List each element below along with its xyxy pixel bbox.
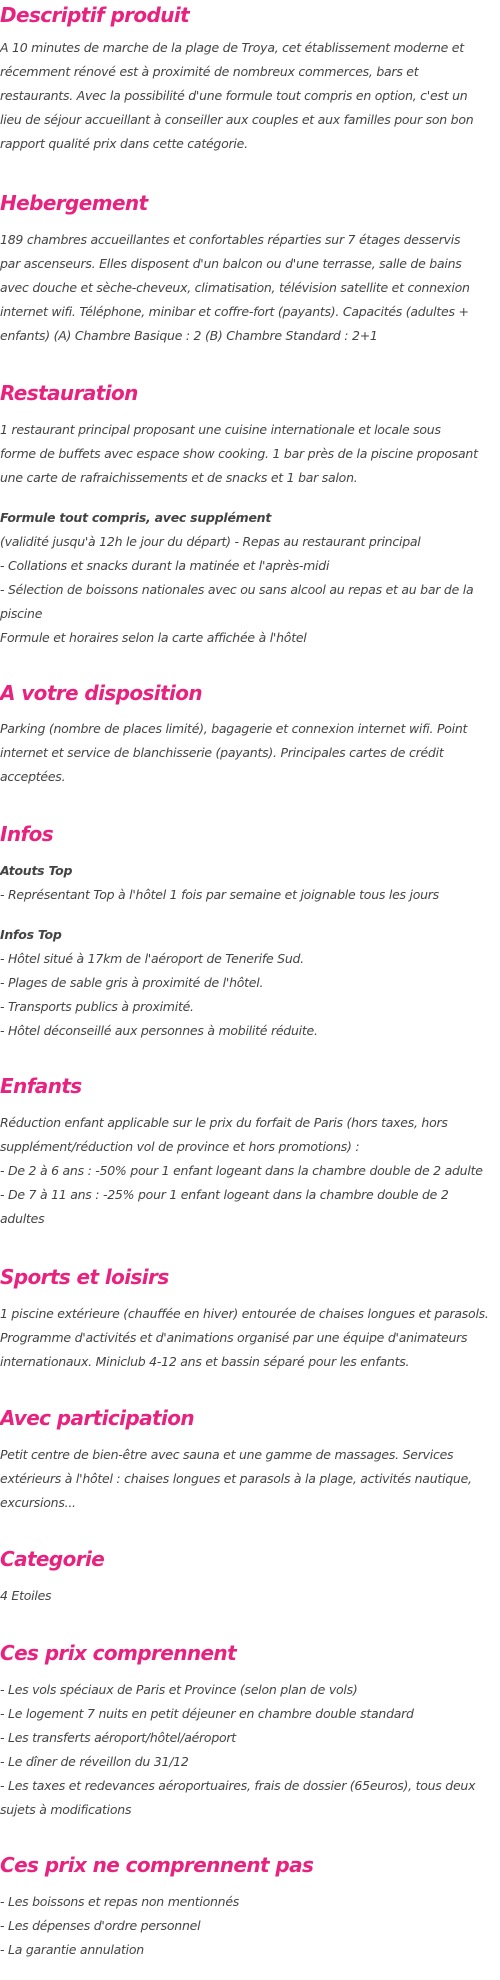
text-line: par ascenseurs. Elles disposent d'un balcon ou d'une terrasse, salle de bains xyxy=(0,256,462,271)
text-line: - Les dépenses d'ordre personnel xyxy=(0,1918,201,1933)
section-participation xyxy=(0,1405,500,1431)
text-line: sujets à modifications xyxy=(0,1802,132,1817)
text-line: Petit centre de bien-être avec sauna et une gamme de massages. Services xyxy=(0,1447,454,1462)
section-descriptif xyxy=(0,2,500,28)
section-title-enfants: Enfants xyxy=(0,1074,82,1098)
text-line: 1 piscine extérieure (chauffée en hiver) entourée de chaises longues et parasols. xyxy=(0,1306,489,1321)
section-title-comprennent: Ces prix comprennent xyxy=(0,1641,237,1665)
text-line: - Plages de sable gris à proximité de l'hôtel. xyxy=(0,975,264,990)
section-participation-body xyxy=(0,1443,500,1515)
text-line: Parking (nombre de places limité), bagagerie et connexion internet wifi. Point xyxy=(0,721,468,736)
section-categorie-body xyxy=(0,1584,500,1608)
text-line: - Transports publics à proximité. xyxy=(0,999,194,1014)
text-line: enfants) (A) Chambre Basique : 2 (B) Chambre Standard : 2+1 xyxy=(0,328,378,343)
text-line: supplément/réduction vol de province et hors promotions) : xyxy=(0,1139,360,1154)
text-line: Formule et horaires selon la carte affichée à l'hôtel xyxy=(0,630,307,645)
text-line: - Hôtel situé à 17km de l'aéroport de Tenerife Sud. xyxy=(0,951,304,966)
text-line: A 10 minutes de marche de la plage de Troya, cet établissement moderne et xyxy=(0,40,464,55)
section-sports-body xyxy=(0,1302,500,1374)
text-line: rapport qualité prix dans cette catégorie. xyxy=(0,136,248,151)
text-line: Réduction enfant applicable sur le prix du forfait de Paris (hors taxes, hors xyxy=(0,1115,448,1130)
text-line: (validité jusqu'à 12h le jour du départ) - Repas au restaurant principal xyxy=(0,534,421,549)
section-title-infos: Infos xyxy=(0,822,54,846)
text-line: - De 7 à 11 ans : -25% pour 1 enfant logeant dans la chambre double de 2 xyxy=(0,1187,449,1202)
subheading-atouts: Atouts Top xyxy=(0,863,73,878)
section-infos xyxy=(0,821,500,847)
section-comprennent xyxy=(0,1640,500,1666)
text-line: - Sélection de boissons nationales avec ou sans alcool au repas et au bar de la xyxy=(0,582,474,597)
text-line: - Le logement 7 nuits en petit déjeuner en chambre double standard xyxy=(0,1706,414,1721)
text-line: excursions... xyxy=(0,1495,76,1510)
section-enfants-body xyxy=(0,1111,500,1231)
section-hebergement xyxy=(0,190,500,216)
section-ne-comprennent-body xyxy=(0,1890,500,1962)
text-line: 4 Etoiles xyxy=(0,1588,52,1603)
subheading-infos-top: Infos Top xyxy=(0,927,62,942)
text-line: extérieurs à l'hôtel : chaises longues et parasols à la plage, activités nautique, xyxy=(0,1471,472,1486)
text-line: - Les transferts aéroport/hôtel/aéroport xyxy=(0,1730,236,1745)
text-line: internet et service de blanchisserie (payants). Principales cartes de crédit xyxy=(0,745,444,760)
section-title-sports: Sports et loisirs xyxy=(0,1265,169,1289)
text-line: une carte de rafraichissements et de snacks et 1 bar salon. xyxy=(0,470,358,485)
subheading-formule: Formule tout compris, avec supplément xyxy=(0,510,272,525)
section-categorie xyxy=(0,1546,500,1572)
text-line: lieu de séjour accueillant à conseiller aux couples et aux familles pour son bon xyxy=(0,112,474,127)
text-line: avec douche et sèche-cheveux, climatisation, télévision satellite et connexion xyxy=(0,280,470,295)
text-line: internet wifi. Téléphone, minibar et coffre-fort (payants). Capacités (adultes + xyxy=(0,304,469,319)
text-line: - Le dîner de réveillon du 31/12 xyxy=(0,1754,189,1769)
section-title-participation: Avec participation xyxy=(0,1406,195,1430)
text-line: - Hôtel déconseillé aux personnes à mobilité réduite. xyxy=(0,1023,318,1038)
section-title-descriptif: Descriptif produit xyxy=(0,3,190,27)
text-line: - Représentant Top à l'hôtel 1 fois par semaine et joignable tous les jours xyxy=(0,887,439,902)
text-line: - Collations et snacks durant la matinée et l'après-midi xyxy=(0,558,330,573)
section-infos-top xyxy=(0,923,500,1043)
text-line: - Les taxes et redevances aéroportuaires, frais de dossier (65euros), tous deux xyxy=(0,1778,476,1793)
section-disposition-body xyxy=(0,717,500,789)
text-line: 189 chambres accueillantes et confortables réparties sur 7 étages desservis xyxy=(0,232,461,247)
text-line: - Les boissons et repas non mentionnés xyxy=(0,1894,240,1909)
text-line: - La garantie annulation xyxy=(0,1942,144,1957)
text-line: Programme d'activités et d'animations organisé par une équipe d'animateurs xyxy=(0,1330,468,1345)
section-restauration xyxy=(0,380,500,406)
text-line: récemment rénové est à proximité de nombreux commerces, bars et xyxy=(0,64,419,79)
section-enfants xyxy=(0,1073,500,1099)
section-atouts xyxy=(0,859,500,907)
section-title-categorie: Categorie xyxy=(0,1547,105,1571)
section-comprennent-body xyxy=(0,1678,500,1822)
section-hebergement-body xyxy=(0,228,500,348)
section-title-ne-comprennent: Ces prix ne comprennent pas xyxy=(0,1853,314,1877)
section-ne-comprennent xyxy=(0,1852,500,1878)
text-line: restaurants. Avec la possibilité d'une formule tout compris en option, c'est un xyxy=(0,88,468,103)
text-line: forme de buffets avec espace show cooking. 1 bar près de la piscine proposant xyxy=(0,446,478,461)
text-line: 1 restaurant principal proposant une cuisine internationale et locale sous xyxy=(0,422,441,437)
section-descriptif-body xyxy=(0,36,500,156)
text-line: piscine xyxy=(0,606,43,621)
section-title-hebergement: Hebergement xyxy=(0,191,148,215)
text-line: - De 2 à 6 ans : -50% pour 1 enfant logeant dans la chambre double de 2 adulte xyxy=(0,1163,483,1178)
section-title-disposition: A votre disposition xyxy=(0,681,203,705)
section-title-restauration: Restauration xyxy=(0,381,138,405)
text-line: adultes xyxy=(0,1211,45,1226)
section-restauration-body xyxy=(0,418,500,490)
section-formule xyxy=(0,506,500,650)
section-disposition xyxy=(0,680,500,706)
text-line: internationaux. Miniclub 4-12 ans et bassin séparé pour les enfants. xyxy=(0,1354,410,1369)
section-sports xyxy=(0,1264,500,1290)
text-line: acceptées. xyxy=(0,769,66,784)
text-line: - Les vols spéciaux de Paris et Province (selon plan de vols) xyxy=(0,1682,358,1697)
